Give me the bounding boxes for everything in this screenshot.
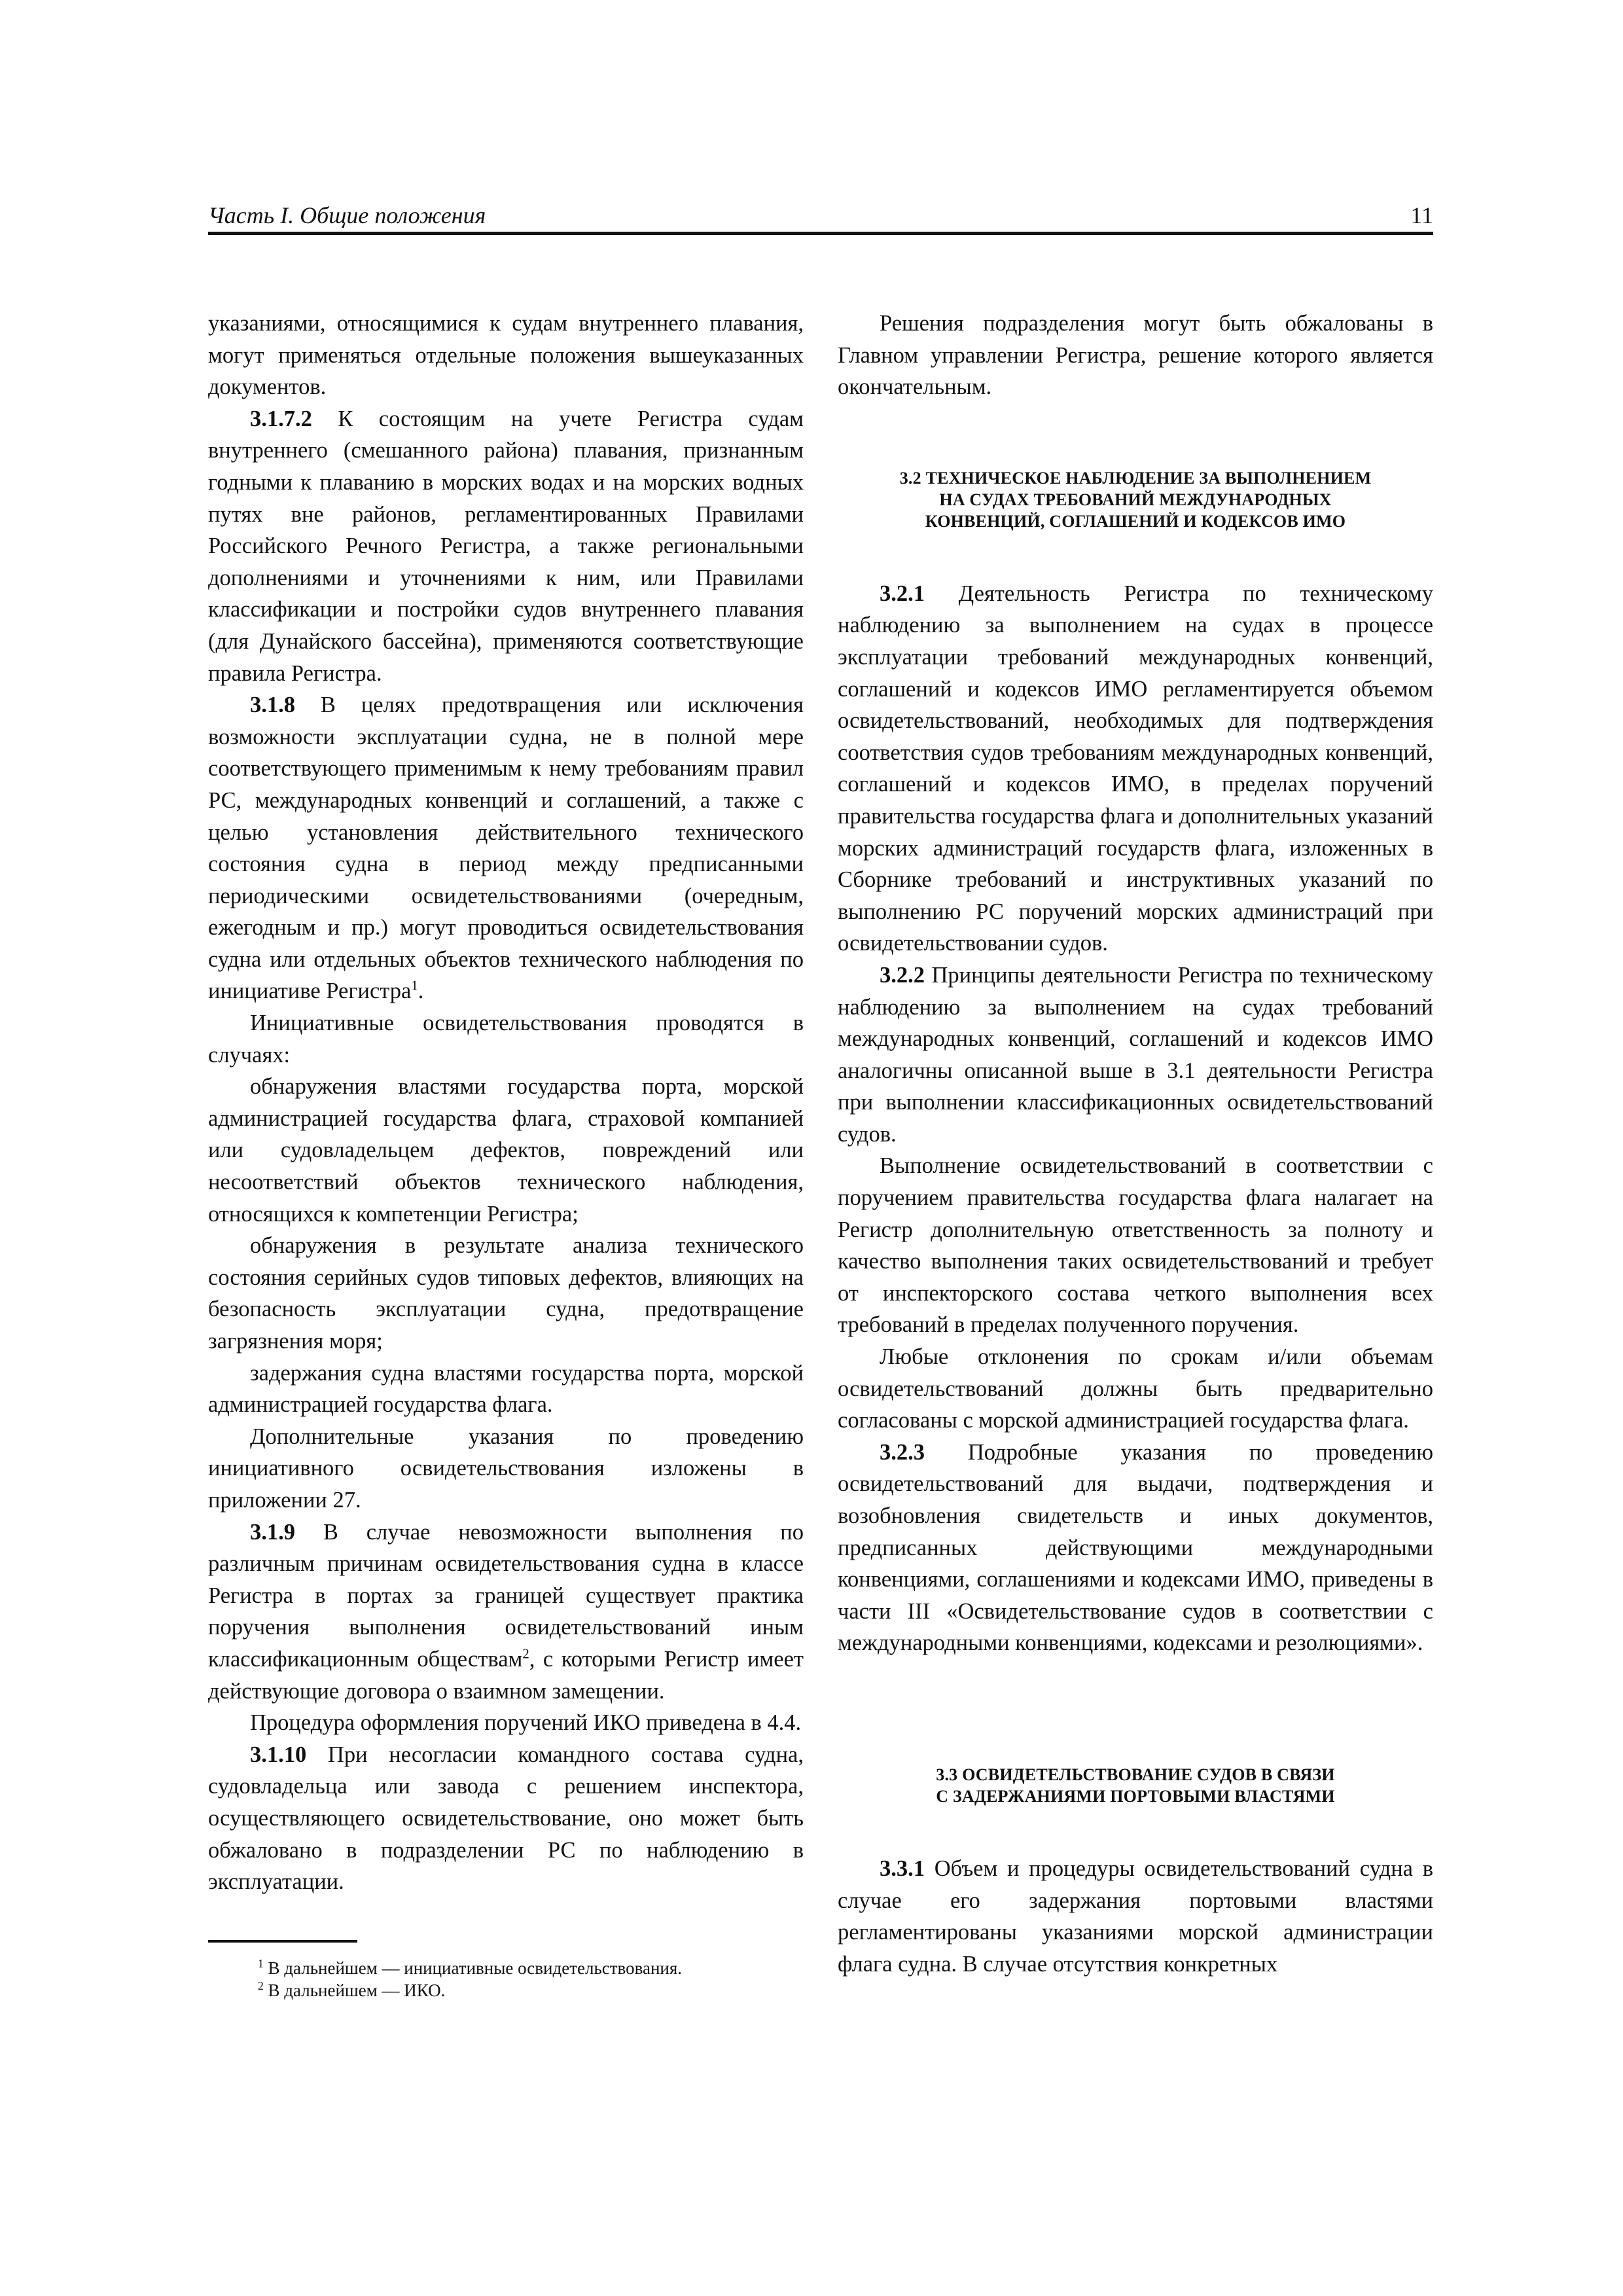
paragraph-3-1-9: 3.1.9 В случае невозможности выполнения по различным причинам освидетельствования судна в классе Регистра в портах за границей существует практика поручения выполнения освидетельствований иным классификационным обществам$^2$, с которыми Регистр имеет действующие договора о взаимном замещении. — [208, 1519, 804, 1704]
footnote-ref: 1 — [411, 978, 418, 994]
footnotes — [208, 1940, 804, 2001]
footnote-2: $^2$ В дальнейшем — ИКО. — [258, 1979, 446, 2000]
clause-number: 3.1.10 — [250, 1742, 307, 1767]
paragraph-3-1-10: 3.1.10 При несогласии командного состава судна, судовладельца или завода с решением инспектора, осуществляющего освидетельствование, оно может быть обжаловано в подразделении РС по наблюдению в эксплуатации. — [208, 1742, 804, 1895]
clause-number: 3.3.1 — [880, 1856, 925, 1881]
header-rule — [208, 232, 1433, 235]
paragraph: Выполнение освидетельствований в соответствии с поручением правительства государства флага налагает на Регистр дополнительную ответственность за полноту и качество выполнения таких освидетельствований и требует от инспекторского состава четкого выполнения всех требований в пределах полученного поручения. — [838, 1153, 1433, 1338]
clause-number: 3.2.3 — [880, 1439, 925, 1465]
clause-number: 3.1.8 — [250, 692, 295, 718]
clause-number: 3.2.2 — [880, 962, 925, 988]
paragraph-3-2-3: 3.2.3 Подробные указания по проведению освидетельствований для выдачи, подтверждения и возобновления свидетельств и иных документов, предписанных действующими международными конвенциями, соглашениями и кодексами ИМО, приведены в части III «Освидетельствование судов в соответствии с международными конвенциями, кодексами и резолюциями». — [838, 1439, 1433, 1656]
right-column — [838, 308, 1433, 1980]
list-item: задержания судна властями государства порта, морской администрацией государства флага. — [208, 1360, 804, 1418]
paragraph: Любые отклонения по срокам и/или объемам освидетельствований должны быть предварительно согласованы с морской администрацией государства флага. — [838, 1344, 1433, 1433]
footnote-rule — [208, 1940, 357, 1943]
paragraph: Дополнительные указания по проведению инициативного освидетельствования изложены в приложении 27. — [208, 1424, 804, 1513]
list-item: обнаружения властями государства порта, морской администрацией государства флага, страховой компанией или судовладельцем дефектов, повреждений или несоответствий объектов технического наблюдения, относящихся к компетенции Регистра; — [208, 1074, 804, 1227]
paragraph: Решения подразделения могут быть обжалованы в Главном управлении Регистра, решение которого является окончательным. — [838, 311, 1433, 400]
clause-number: 3.1.9 — [250, 1519, 295, 1545]
list-item: обнаружения в результате анализа технического состояния серийных судов типовых дефектов, влияющих на безопасность эксплуатации судна, предотвращение загрязнения моря; — [208, 1233, 804, 1354]
footnote-1: $^1$ В дальнейшем — инициативные освидетельствования. — [258, 1957, 683, 1978]
paragraph-3-2-1: 3.2.1 Деятельность Регистра по техническому наблюдению за выполнением на судах в процессе эксплуатации требований международных конвенций, соглашений и кодексов ИМО регламентируется объемом освидетельствований, необходимых для подтверждения соответствия судов требованиям международных конвенций, соглашений и кодексов ИМО, в пределах поручений правительства государства флага и дополнительных указаний морских администраций государств флага, изложенных в Сборнике требований и инструктивных указаний по выполнению РС поручений морских администраций при освидетельствовании судов. — [838, 581, 1433, 956]
footnote-ref: 2 — [522, 1647, 529, 1662]
part-title: Часть I. Общие положения — [208, 202, 486, 228]
clause-number: 3.1.7.2 — [250, 406, 312, 431]
running-header — [208, 196, 1433, 233]
section-heading-3-2: 3.2 ТЕХНИЧЕСКОЕ НАБЛЮДЕНИЕ ЗА ВЫПОЛНЕНИЕМ НА СУДАХ ТРЕБОВАНИЙ МЕЖДУНАРОДНЫХ КОНВЕНЦИЙ, СОГЛАШЕНИЙ И КОДЕКСОВ ИМО — [899, 468, 1372, 531]
paragraph-3-3-1: 3.3.1 Объем и процедуры освидетельствований судна в случае его задержания портовыми властями регламентированы указаниями морской администрации флага судна. В случае отсутствия конкретных — [838, 1856, 1433, 1977]
paragraph: Процедура оформления поручений ИКО приведена в 4.4. — [250, 1710, 802, 1736]
paragraph: Инициативные освидетельствования проводятся в случаях: — [208, 1011, 804, 1067]
clause-number: 3.2.1 — [880, 581, 925, 606]
paragraph-3-2-2: 3.2.2 Принципы деятельности Регистра по техническому наблюдению за выполнением на судах требований международных конвенций, соглашений и кодексов ИМО аналогичны описанной выше в 3.1 деятельности Регистра при выполнении классификационных освидетельствований судов. — [838, 962, 1433, 1147]
paragraph-3-1-8: 3.1.8 В целях предотвращения или исключения возможности эксплуатации судна, не в полной мере соответствующего применимым к нему требованиям правил РС, международных конвенций и соглашений, а также с целью установления действительного технического состояния судна в период между предписанными периодическими освидетельствованиями (очередным, ежегодным и пр.) могут проводиться освидетельствования судна или отдельных объектов технического наблюдения по инициативе Регистра$^1$. — [208, 692, 804, 1004]
section-heading-3-3: 3.3 ОСВИДЕТЕЛЬСТВОВАНИЕ СУДОВ В СВЯЗИ С ЗАДЕРЖАНИЯМИ ПОРТОВЫМИ ВЛАСТЯМИ — [936, 1765, 1335, 1806]
left-column — [208, 308, 804, 1898]
paragraph-3-1-7-2: 3.1.7.2 К состоящим на учете Регистра судам внутреннего (смешанного района) плавания, признанным годными к плаванию в морских водах и на морских водных путях вне районов, регламентированных Правилами Российского Речного Регистра, а также региональными дополнениями и уточнениями к ним, или Правилами классификации и постройки судов внутреннего плавания (для Дунайского бассейна), применяются соответствующие правила Регистра. — [208, 406, 804, 686]
page-number: 11 — [1410, 202, 1433, 228]
paragraph: указаниями, относящимися к судам внутреннего плавания, могут применяться отдельные положения вышеуказанных документов. — [208, 311, 804, 400]
